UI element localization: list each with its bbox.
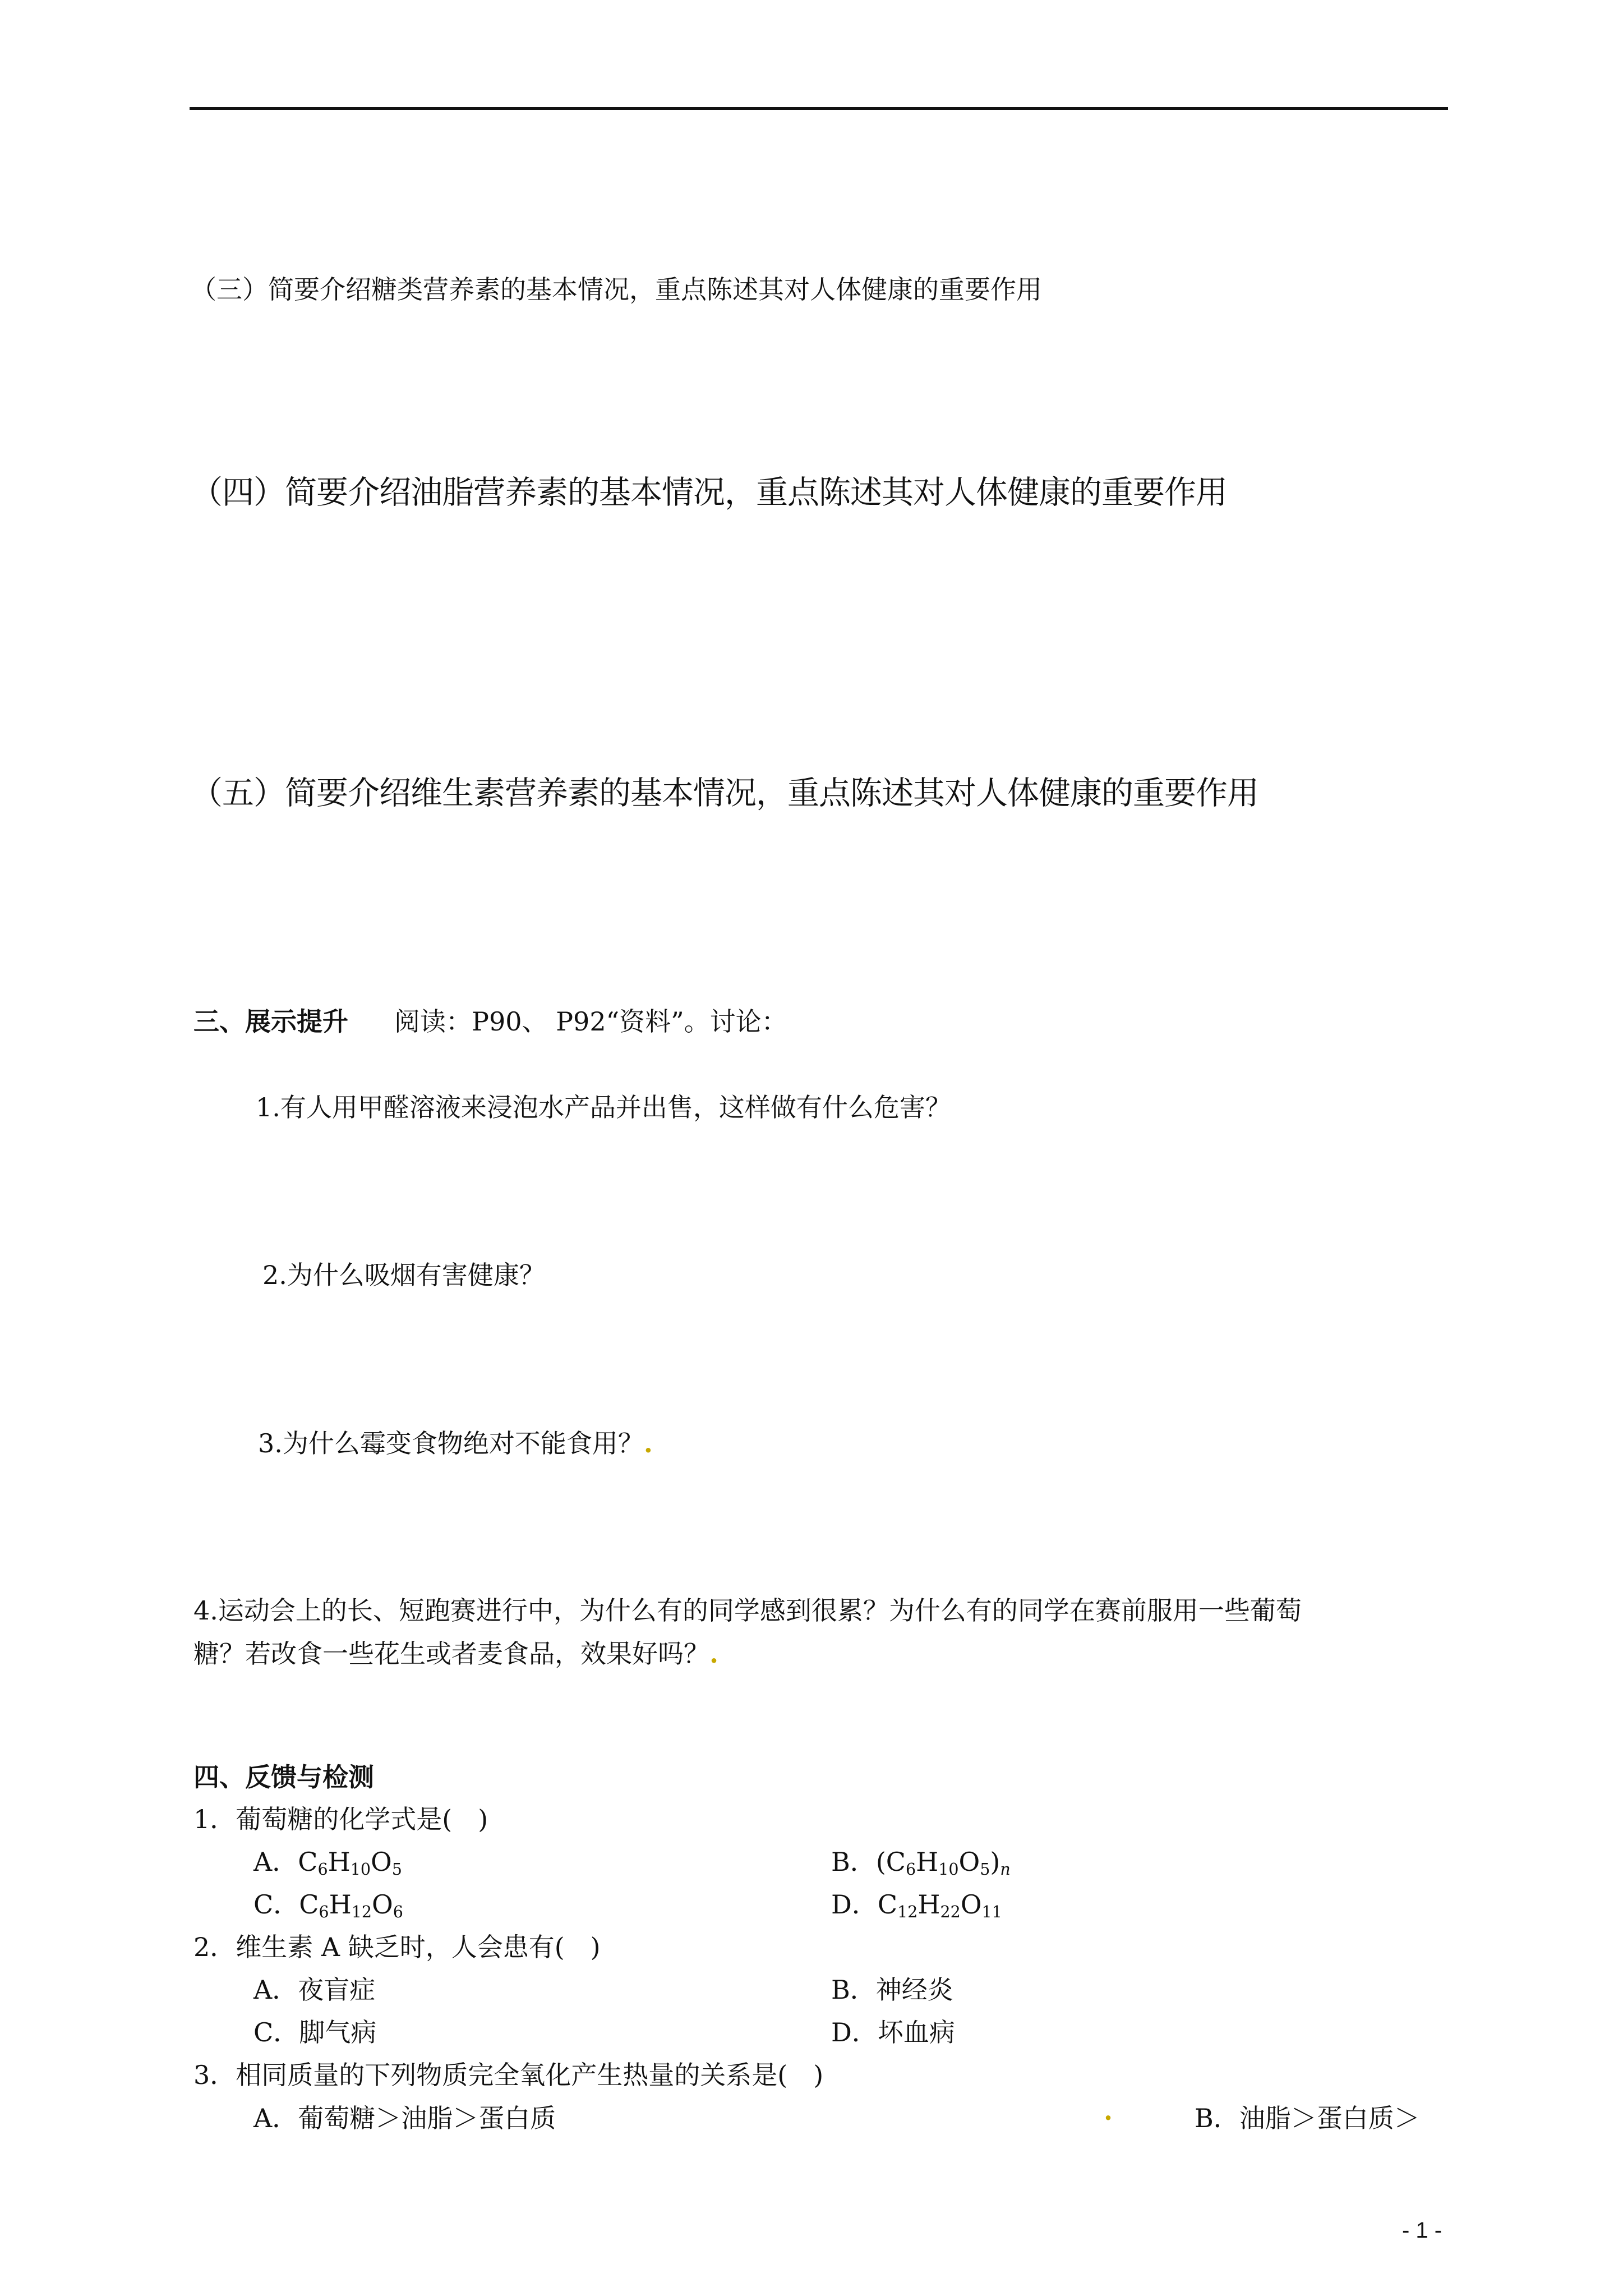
quiz-q2-option-d: D．坏血病	[831, 2017, 955, 2047]
discussion-q4-line2	[193, 1634, 718, 1671]
quiz-q1-option-a: A．$C_6H_{10}O_5$	[253, 1847, 402, 1879]
section-3-line	[193, 1001, 787, 1038]
quiz-q2-option-c: C．脚气病	[253, 2017, 377, 2047]
discussion-q4-text: 糖？若改食一些花生或者麦食品，效果好吗？	[193, 1639, 709, 1669]
section-item-3: （三）简要介绍糖类营养素的基本情况，重点陈述其对人体健康的重要作用	[191, 274, 1042, 305]
discussion-q3	[258, 1423, 653, 1460]
option-b-label: B．	[831, 1847, 876, 1877]
section-4-heading: 四、反馈与检测	[193, 1762, 374, 1792]
quiz-q3-dot: .	[1104, 2096, 1113, 2126]
section-item-5: （五）简要介绍维生素营养素的基本情况，重点陈述其对人体健康的重要作用	[191, 775, 1258, 812]
option-d-label: D．	[831, 1889, 878, 1920]
discussion-q3-dot: .	[643, 1428, 653, 1458]
discussion-q4-dot: .	[709, 1639, 719, 1669]
discussion-q2: 2.为什么吸烟有害健康？	[262, 1260, 545, 1290]
option-a-label: A．	[253, 1847, 298, 1877]
quiz-q1-option-d: D．$C_{12}H_{22}O_{11}$	[831, 1889, 1002, 1922]
header-rule	[190, 107, 1448, 110]
quiz-q2-stem: 2．维生素 A 缺乏时，人会患有( )	[193, 1932, 601, 1962]
quiz-q2-option-a: A．夜盲症	[253, 1975, 376, 2005]
quiz-q3-stem: 3．相同质量的下列物质完全氧化产生热量的关系是( )	[193, 2060, 824, 2090]
quiz-q1-option-b: B．$(C_6H_{10}O_5)n$	[831, 1847, 1011, 1879]
section-3-heading: 三、展示提升	[193, 1006, 348, 1037]
quiz-q2-option-b: B．神经炎	[831, 1975, 953, 2005]
option-c-label: C．	[253, 1889, 299, 1920]
discussion-q4-line1: 4.运动会上的长、短跑赛进行中，为什么有的同学感到很累？为什么有的同学在赛前服用一些葡萄	[193, 1595, 1302, 1626]
section-item-4: （四）简要介绍油脂营养素的基本情况，重点陈述其对人体健康的重要作用	[191, 474, 1227, 511]
quiz-q3-option-b: B．油脂＞蛋白质＞	[1195, 2103, 1420, 2133]
discussion-q3-text: 3.为什么霉变食物绝对不能食用？	[258, 1428, 644, 1458]
discussion-q1: 1.有人用甲醛溶液来浸泡水产品并出售，这样做有什么危害？	[256, 1092, 951, 1122]
quiz-q3-option-a: A．葡萄糖＞油脂＞蛋白质	[253, 2103, 556, 2133]
quiz-q1-option-c: C．$C_6H_{12}O_6$	[253, 1889, 403, 1922]
quiz-q1-stem: 1．葡萄糖的化学式是( )	[193, 1804, 488, 1834]
section-3-intro: 阅读：P90、 P92“资料”。讨论：	[394, 1006, 787, 1037]
page-number: - 1 -	[1402, 2218, 1442, 2243]
